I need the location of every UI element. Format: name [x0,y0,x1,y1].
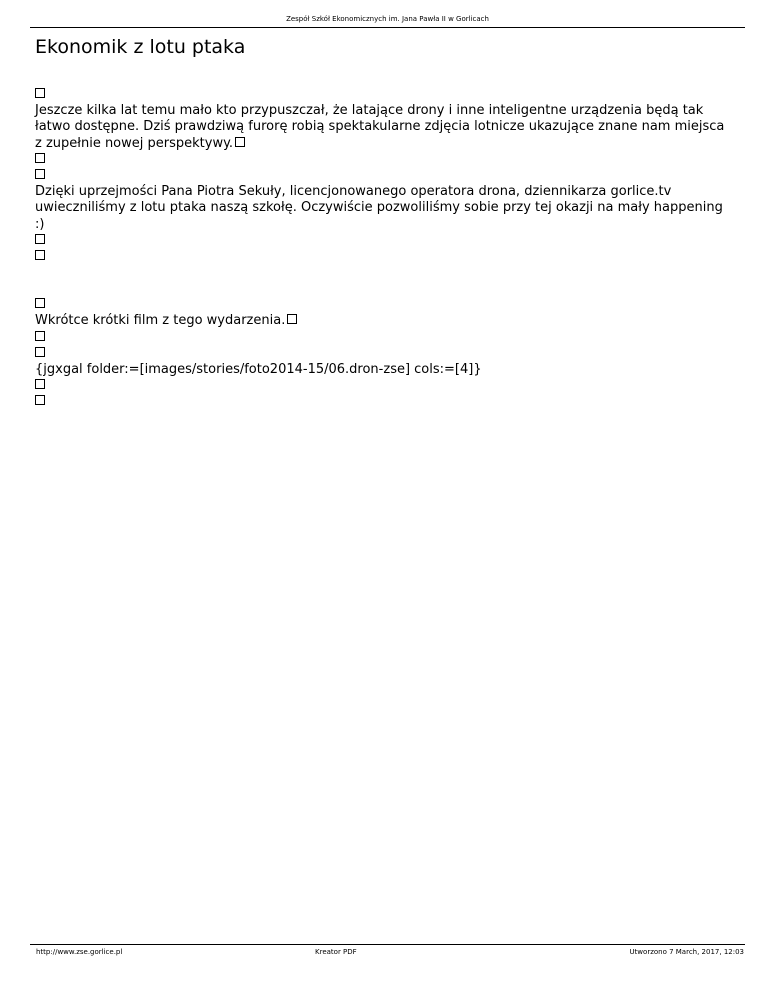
placeholder-line [35,394,735,410]
missing-glyph-icon [35,395,45,405]
footer-created-date: Utworzono 7 March, 2017, 12:03 [629,948,744,956]
article-title: Ekonomik z lotu ptaka [35,36,246,58]
film-note-line [35,313,735,329]
footer-creator: Kreator PDF [315,948,357,956]
placeholder-line [35,152,735,168]
placeholder-line [35,330,735,346]
placeholder-line [35,168,735,184]
placeholder-line [35,297,735,313]
missing-glyph-icon [235,137,245,147]
missing-glyph-icon [35,379,45,389]
footer-divider [30,944,745,945]
placeholder-line [35,87,735,103]
missing-glyph-icon [35,234,45,244]
placeholder-line [35,346,735,362]
missing-glyph-icon [35,298,45,308]
intro-paragraph [35,103,735,152]
missing-glyph-icon [35,331,45,341]
film-note-text: Wkrótce krótki film z tego wydarzenia. [35,313,286,329]
missing-glyph-icon [35,153,45,163]
missing-glyph-icon [287,314,297,324]
footer-url: http://www.zse.gorlice.pl [36,948,123,956]
page-header-school-name: Zespół Szkół Ekonomicznych im. Jana Pawła II w Gorlicach [286,15,489,23]
missing-glyph-icon [35,169,45,179]
intro-paragraph-text: Jeszcze kilka lat temu mało kto przypuszczał, że latające drony i inne inteligentne urządzenia będą tak łatwo dostępne. Dziś prawdziwą furorę robią spektakularne zdjęcia lotnicze ukazujące znane nam miejsca z zupełnie nowej perspektywy. [35,103,725,151]
missing-glyph-icon [35,347,45,357]
article-body [35,87,735,410]
placeholder-line [35,378,735,394]
header-divider [30,27,745,28]
operator-paragraph: Dzięki uprzejmości Pana Piotra Sekuły, licencjonowanego operatora drona, dziennikarza gorlice.tv uwieczniliśmy z lotu ptaka naszą szkołę. Oczywiście pozwoliliśmy sobie przy tej okazji na mały happening :) [35,184,723,232]
missing-glyph-icon [35,250,45,260]
missing-glyph-icon [35,88,45,98]
placeholder-line [35,249,735,265]
gallery-code-line: {jgxgal folder:=[images/stories/foto2014-15/06.dron-zse] cols:=[4]} [35,361,482,377]
placeholder-line [35,233,735,249]
embedded-media-gap [35,265,735,297]
